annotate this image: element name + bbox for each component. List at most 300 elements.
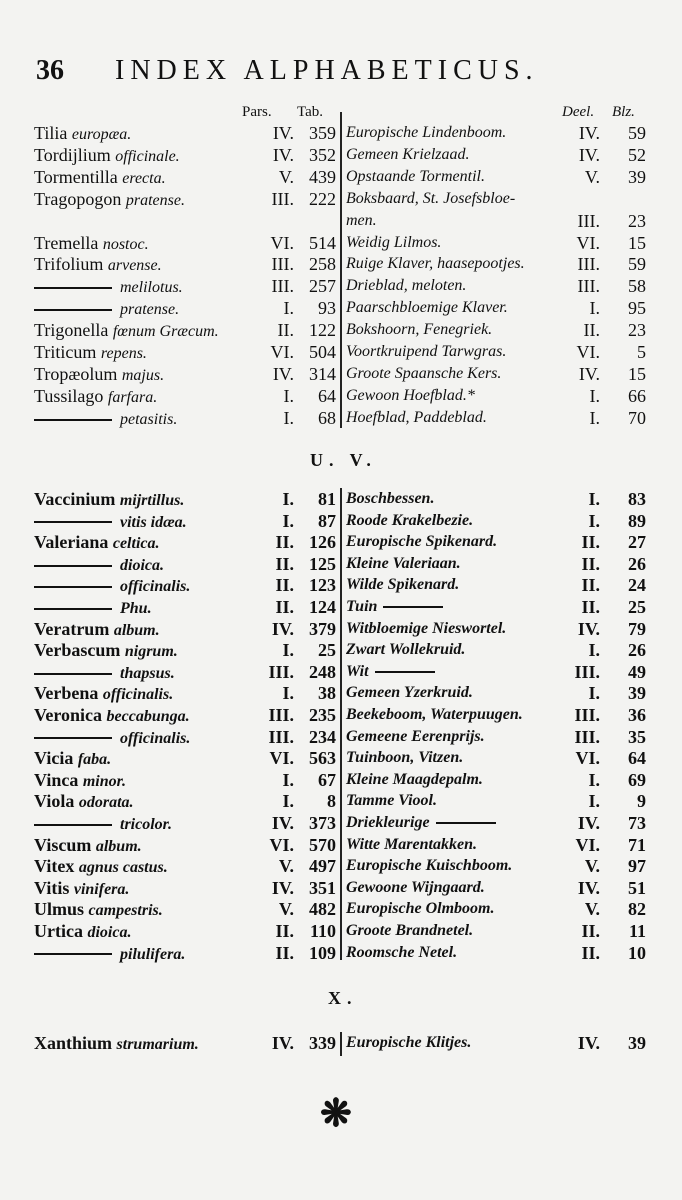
blz-value: 70 (628, 407, 646, 428)
species: dioica. (120, 556, 164, 574)
pars-column-heading: Pars. (242, 104, 272, 120)
dutch-name: Groote Brandnetel. (346, 922, 474, 939)
tab-value: 482 (309, 899, 336, 920)
latin-name (34, 385, 157, 409)
latin-name (34, 188, 185, 212)
deel-value: III. (577, 254, 600, 275)
deel-value: IV. (577, 1033, 600, 1053)
species: vitis idæa. (120, 513, 187, 531)
pars-value: III. (271, 188, 294, 209)
dutch-name: Roomsche Netel. (346, 943, 458, 961)
tab-value: 81 (318, 489, 336, 509)
latin-name (34, 275, 183, 299)
blz-value: 26 (628, 553, 646, 574)
ditto-dash (383, 606, 443, 608)
blz-value: 71 (628, 834, 646, 855)
tab-value: 87 (318, 510, 336, 531)
deel-value: III. (577, 276, 600, 297)
latin-name (34, 834, 142, 858)
deel-value: VI. (575, 834, 600, 855)
genus: Verbena (34, 683, 103, 704)
tab-value: 563 (309, 748, 336, 769)
deel-value: IV. (577, 618, 600, 639)
latin-name (34, 898, 163, 922)
deel-value: IV. (578, 123, 600, 143)
deel-value: III. (574, 705, 600, 725)
blz-value: 79 (628, 618, 646, 639)
ditto-dash (436, 822, 496, 824)
tab-value: 257 (309, 276, 336, 297)
blz-value: 35 (628, 726, 646, 747)
species: nostoc. (102, 235, 149, 253)
pars-value: I. (282, 769, 294, 790)
index-entry (0, 188, 682, 210)
deel-value: IV. (577, 877, 600, 898)
latin-name (34, 639, 178, 663)
species: melilotus. (120, 279, 183, 297)
dutch-name: Bokshoorn, Fenegriek. (346, 321, 493, 339)
index-entry (0, 144, 682, 166)
ditto-dash (34, 287, 112, 289)
ditto-dash (34, 419, 112, 421)
index-entry (0, 790, 682, 812)
dutch-name: Witbloemige Nieswortel. (346, 619, 507, 637)
blz-value: 69 (628, 769, 646, 790)
blz-value: 26 (628, 640, 646, 661)
latin-name (34, 1032, 199, 1056)
deel-value: V. (584, 899, 600, 920)
species: repens. (100, 345, 147, 362)
species: arvense. (107, 257, 162, 275)
ditto-dash (34, 608, 112, 610)
pars-value: VI. (269, 748, 294, 769)
deel-value: I. (588, 791, 600, 812)
blz-column-heading: Blz. (612, 104, 635, 120)
species: pratense. (125, 191, 185, 209)
index-entry (0, 639, 682, 661)
species: petasitis. (120, 410, 178, 428)
genus: Ulmus (34, 899, 89, 920)
ditto-dash (34, 586, 112, 588)
blz-value: 82 (628, 899, 646, 920)
section-heading-x: X. (328, 988, 358, 1008)
tab-value: 64 (318, 385, 336, 406)
index-entry (0, 363, 682, 385)
blz-value: 27 (628, 532, 646, 553)
latin-name (34, 232, 149, 256)
deel-value: IV. (578, 363, 600, 384)
tab-value: 110 (309, 921, 336, 941)
tab-value: 258 (309, 254, 336, 275)
blz-value: 9 (637, 791, 646, 812)
deel-value: II. (581, 532, 600, 553)
deel-column-heading: Deel. (562, 104, 595, 120)
species: officinalis. (120, 578, 191, 596)
index-entry (0, 942, 682, 964)
dutch-name: Gewoone Wijngaard. (346, 878, 485, 896)
dutch-name: Wit (346, 661, 435, 683)
latin-name (34, 319, 219, 343)
index-entry (0, 682, 682, 704)
deel-value: I. (588, 510, 600, 531)
genus: Trifolium (34, 254, 108, 275)
pars-value: III. (271, 276, 294, 297)
deel-value: V. (584, 166, 600, 187)
index-entry (0, 704, 682, 726)
pars-value: III. (268, 661, 294, 682)
dutch-name: Beekeboom, Waterpuugen. (346, 706, 523, 723)
genus: Tormentilla (34, 166, 123, 187)
blz-value: 83 (628, 489, 646, 509)
dutch-name: Europische Lindenboom. (346, 124, 507, 141)
genus: Vitex (34, 856, 79, 877)
latin-name (34, 144, 180, 168)
tab-value: 38 (318, 683, 336, 704)
latin-name (34, 166, 166, 190)
latin-name (34, 122, 131, 146)
tab-value: 379 (309, 618, 336, 639)
latin-name (34, 877, 129, 901)
pars-value: I. (283, 385, 294, 406)
index-entry (0, 341, 682, 363)
dutch-name: Europische Spikenard. (346, 533, 498, 551)
blz-value: 5 (637, 342, 646, 362)
pars-value: V. (278, 856, 294, 877)
deel-value: I. (589, 298, 600, 319)
dutch-name: Witte Marentakken. (346, 835, 477, 853)
dutch-name: Europische Kuischboom. (346, 857, 513, 875)
deel-value: VI. (576, 342, 600, 362)
blz-value: 59 (628, 254, 646, 275)
dutch-name: Gemeene Eerenprijs. (346, 727, 485, 745)
dutch-name: Gewoon Hoefblad.* (346, 386, 475, 404)
tab-value: 68 (318, 407, 336, 428)
species: celtica. (112, 535, 160, 553)
blz-value: 51 (628, 877, 646, 898)
genus: Tremella (34, 232, 103, 253)
index-entry (0, 407, 682, 429)
blz-value: 58 (628, 276, 646, 297)
pars-value: IV. (271, 1033, 294, 1053)
section-heading-uv: U. V. (310, 450, 377, 470)
dutch-name: Hoefblad, Paddeblad. (346, 408, 487, 426)
latin-name (34, 510, 187, 534)
index-entry (0, 618, 682, 640)
species: europæa. (71, 126, 132, 143)
tab-value: 352 (309, 144, 336, 165)
index-entry (0, 661, 682, 683)
latin-name (34, 531, 159, 555)
page-number: 36 (36, 55, 64, 86)
pars-value: I. (283, 407, 294, 428)
pars-value: IV. (271, 813, 294, 833)
species: officinalis. (120, 729, 191, 747)
index-entry (0, 232, 682, 254)
deel-value: IV. (578, 144, 600, 165)
tab-value: 248 (309, 661, 336, 682)
pars-value: VI. (270, 232, 294, 253)
pars-value: I. (283, 298, 294, 319)
dutch-name: Gemeen Krielzaad. (346, 145, 470, 163)
dutch-name: Gemeen Yzerkruid. (346, 684, 473, 702)
genus: Vitis (34, 877, 74, 898)
blz-value: 97 (628, 856, 646, 877)
pars-value: I. (282, 510, 294, 531)
species: album. (95, 837, 142, 855)
species: farfara. (107, 388, 158, 406)
ditto-dash (34, 565, 112, 567)
latin-name (34, 920, 131, 944)
blz-value: 25 (628, 597, 646, 617)
blz-value: 39 (628, 1033, 646, 1053)
latin-name (34, 553, 164, 577)
pars-value: IV. (272, 144, 294, 165)
index-entry (0, 855, 682, 877)
dutch-name: Opstaande Tormentil. (346, 167, 485, 185)
pars-value: I. (282, 791, 294, 812)
latin-name (34, 363, 164, 387)
index-entry (0, 319, 682, 341)
species: strumarium. (116, 1036, 199, 1053)
ditto-dash (34, 737, 112, 739)
deel-value: II. (581, 575, 600, 596)
latin-name (34, 574, 190, 598)
species: tricolor. (120, 816, 173, 833)
genus: Verbascum (34, 640, 125, 661)
genus: Triticum (34, 342, 101, 362)
index-entry (0, 898, 682, 920)
deel-value: I. (588, 683, 600, 704)
pars-value: III. (268, 705, 294, 725)
deel-value: II. (581, 597, 600, 617)
blz-value: 36 (628, 705, 646, 725)
latin-name (34, 407, 177, 431)
pars-value: II. (275, 942, 294, 963)
pars-value: I. (282, 640, 294, 661)
deel-value: I. (588, 489, 600, 509)
index-entry (0, 297, 682, 319)
species: odorata. (78, 794, 134, 812)
tab-value: 122 (309, 320, 336, 341)
dutch-name: Boschbessen. (346, 490, 435, 507)
tab-value: 314 (309, 363, 336, 384)
dutch-name: Zwart Wollekruid. (346, 641, 466, 659)
index-entry (0, 834, 682, 856)
species: fœnum Græcum. (112, 323, 219, 341)
dutch-name: Tamme Viool. (346, 792, 437, 810)
pars-value: I. (282, 489, 294, 509)
ditto-dash (34, 309, 112, 311)
tab-value: 497 (309, 856, 336, 877)
species: erecta. (122, 169, 166, 187)
deel-value: I. (588, 769, 600, 790)
deel-value: VI. (575, 748, 600, 769)
tab-value: 124 (309, 597, 336, 617)
tab-value: 109 (309, 942, 336, 963)
ditto-dash (34, 673, 112, 675)
index-entry (0, 166, 682, 188)
blz-value: 10 (628, 942, 646, 963)
tab-value: 125 (309, 553, 336, 574)
pars-value: V. (278, 166, 294, 187)
deel-value: III. (574, 726, 600, 747)
genus: Tordijlium (34, 144, 116, 165)
blz-value: 89 (628, 510, 646, 531)
pars-value: IV. (271, 877, 294, 898)
dutch-name: Wilde Spikenard. (346, 576, 460, 594)
index-entry (0, 253, 682, 275)
dutch-name: Drieblad, meloten. (346, 277, 467, 295)
dutch-name: Tuinboon, Vitzen. (346, 749, 464, 767)
genus: Veronica (34, 705, 107, 725)
index-entry (0, 747, 682, 769)
blz-value: 15 (628, 232, 646, 253)
species: album. (113, 621, 160, 639)
pars-value: II. (275, 532, 294, 553)
deel-value: I. (588, 640, 600, 661)
genus: Valeriana (34, 532, 113, 553)
species: agnus castus. (78, 859, 168, 877)
blz-value: 23 (628, 320, 646, 341)
species: campestris. (88, 902, 163, 920)
asterism-ornament: ❋ (320, 1090, 352, 1135)
pars-value: II. (277, 320, 294, 341)
species: minor. (82, 772, 126, 790)
species: pilulifera. (120, 945, 186, 963)
index-entry (0, 122, 682, 144)
tab-value: 8 (327, 791, 336, 812)
tab-value: 514 (309, 232, 336, 253)
dutch-name: Kleine Maagdepalm. (346, 770, 483, 788)
deel-value: II. (581, 942, 600, 963)
deel-value: I. (589, 407, 600, 428)
dutch-name: Driekleurige (346, 812, 496, 834)
tab-column-heading: Tab. (297, 104, 324, 120)
blz-value: 49 (628, 661, 646, 682)
blz-value: 11 (628, 921, 646, 941)
latin-name (34, 812, 172, 836)
ditto-dash (34, 824, 112, 826)
blz-value: 95 (628, 298, 646, 319)
blz-value: 59 (628, 123, 646, 143)
deel-value: VI. (576, 232, 600, 253)
index-entry (0, 726, 682, 748)
index-entry (0, 510, 682, 532)
index-entry (0, 877, 682, 899)
latin-name (34, 297, 179, 321)
tab-value: 373 (309, 813, 336, 833)
pars-value: II. (275, 597, 294, 617)
index-entry (0, 1032, 682, 1054)
genus: Tragopogon (34, 188, 126, 209)
dutch-name: Weidig Lilmos. (346, 233, 442, 251)
tab-value: 570 (309, 834, 336, 855)
deel-value: II. (583, 320, 600, 341)
dutch-name: men. (346, 211, 377, 229)
latin-name (34, 618, 160, 642)
latin-name (34, 488, 184, 512)
genus: Vinca (34, 769, 83, 790)
pars-value: VI. (269, 834, 294, 855)
tab-value: 351 (309, 877, 336, 898)
pars-value: V. (278, 899, 294, 920)
tab-value: 339 (309, 1033, 336, 1053)
tab-value: 126 (309, 532, 336, 553)
deel-value: V. (584, 856, 600, 877)
latin-name (34, 596, 152, 620)
species: mijrtillus. (119, 492, 185, 509)
tab-value: 439 (309, 166, 336, 187)
blz-value: 23 (628, 210, 646, 231)
species: faba. (77, 751, 112, 769)
genus: Tropæolum (34, 363, 122, 384)
running-head: INDEX ALPHABETICUS. (115, 55, 539, 86)
tab-value: 222 (309, 188, 336, 209)
species: officinalis. (102, 686, 174, 704)
genus: Viscum (34, 834, 96, 855)
dutch-name: Paarschbloemige Klaver. (346, 299, 508, 317)
dutch-name: Boksbaard, St. Josefsbloe- (346, 189, 516, 207)
pars-value: IV. (272, 363, 294, 384)
latin-name (34, 661, 175, 685)
deel-value: II. (581, 921, 600, 941)
tab-value: 504 (309, 342, 336, 362)
ditto-dash (34, 521, 112, 523)
blz-value: 52 (628, 144, 646, 165)
genus: Tussilago (34, 385, 108, 406)
index-entry (0, 385, 682, 407)
genus: Viola (34, 791, 79, 812)
dutch-name: Groote Spaansche Kers. (346, 364, 502, 382)
dutch-name: Kleine Valeriaan. (346, 554, 461, 572)
index-entry (0, 596, 682, 618)
latin-name (34, 790, 134, 814)
tab-value: 93 (318, 298, 336, 319)
index-entry (0, 488, 682, 510)
pars-value: III. (268, 726, 294, 747)
latin-name (34, 769, 126, 793)
genus: Xanthium (34, 1033, 117, 1053)
species: beccabunga. (106, 708, 190, 725)
genus: Vicia (34, 748, 78, 769)
genus: Tilia (34, 123, 72, 143)
pars-value: I. (282, 683, 294, 704)
deel-value: II. (581, 553, 600, 574)
species: vinifera. (73, 880, 130, 898)
blz-value: 39 (628, 683, 646, 704)
latin-name (34, 942, 185, 966)
blz-value: 15 (628, 363, 646, 384)
dutch-name: Voortkruipend Tarwgras. (346, 343, 507, 360)
tab-value: 123 (309, 575, 336, 596)
species: officinale. (115, 147, 180, 165)
genus: Vaccinium (34, 489, 120, 509)
blz-value: 39 (628, 166, 646, 187)
genus: Urtica (34, 921, 88, 941)
pars-value: VI. (270, 342, 294, 362)
latin-name (34, 726, 190, 750)
latin-name (34, 855, 168, 879)
tab-value: 235 (309, 705, 336, 725)
pars-value: II. (275, 553, 294, 574)
dutch-name: Ruige Klaver, haasepootjes. (346, 255, 525, 273)
ditto-dash (34, 953, 112, 955)
pars-value: III. (271, 254, 294, 275)
tab-value: 359 (309, 123, 336, 143)
species: nigrum. (124, 643, 178, 661)
latin-name (34, 341, 147, 365)
species: majus. (121, 366, 165, 384)
